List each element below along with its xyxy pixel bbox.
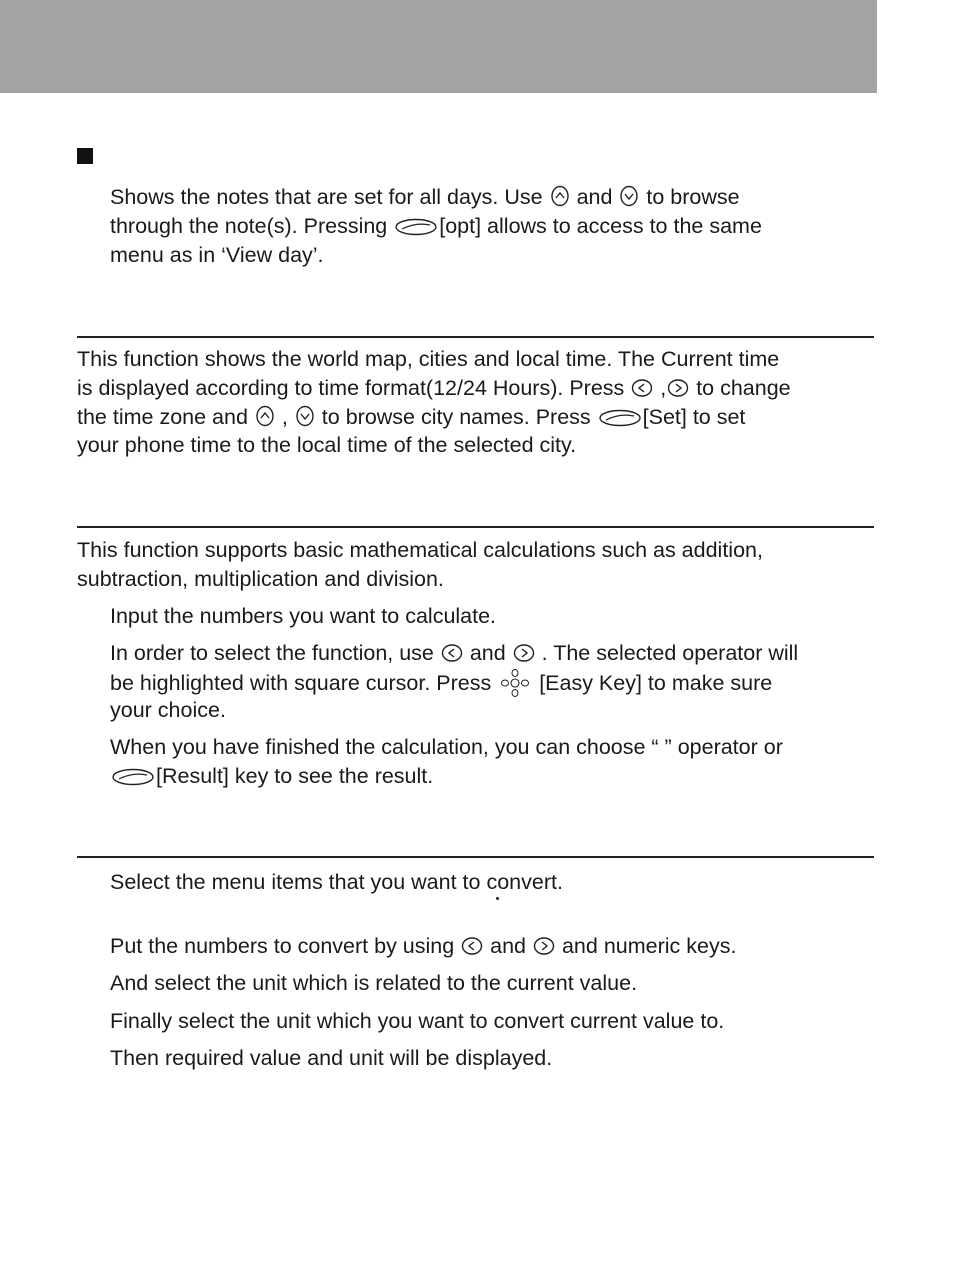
world-time-line-3: the time zone and , to browse city names. Press [Set] to set: [77, 405, 746, 429]
calculator-step-2: In order to select the function, use and . The selected operator will: [110, 641, 799, 665]
section-divider-world-time: [77, 336, 874, 338]
notes-line-2: through the note(s). Pressing [opt] allows to access to the same: [110, 214, 762, 238]
left-key-icon: [461, 936, 483, 956]
right-key-icon: [533, 936, 555, 956]
calculator-step-3: When you have finished the calculation, you can choose “ ” operator or: [110, 735, 783, 759]
stray-dot: [496, 897, 499, 900]
converter-step-2: Put the numbers to convert by using and and numeric keys.: [110, 934, 737, 958]
up-key-icon: [550, 185, 570, 207]
soft-key-icon: [598, 409, 642, 427]
converter-step-5: Then required value and unit will be displayed.: [110, 1046, 553, 1070]
converter-step-1: Select the menu items that you want to convert.: [110, 870, 563, 894]
header-band: [0, 0, 877, 93]
notes-line-1: Shows the notes that are set for all days. Use and to browse: [110, 185, 740, 209]
world-time-line-4: your phone time to the local time of the selected city.: [77, 433, 577, 457]
calculator-step-2-line-3: your choice.: [110, 698, 226, 722]
converter-step-3: And select the unit which is related to the current value.: [110, 971, 638, 995]
soft-key-icon: [394, 218, 438, 236]
converter-step-4: Finally select the unit which you want to convert current value to.: [110, 1009, 725, 1033]
calculator-step-1: Input the numbers you want to calculate.: [110, 604, 497, 628]
calculator-step-2-line-2: be highlighted with square cursor. Press [Easy Key] to make sure: [110, 668, 772, 698]
calculator-intro-1: This function supports basic mathematical calculations such as addition,: [77, 538, 763, 562]
notes-line-3: menu as in ‘View day’.: [110, 243, 324, 267]
right-key-icon: [667, 378, 689, 398]
nav-pad-icon: [498, 668, 532, 698]
world-time-line-1: This function shows the world map, cities and local time. The Current time: [77, 347, 780, 371]
section-divider-converter: [77, 856, 874, 858]
world-time-line-2: is displayed according to time format(12/24 Hours). Press , to change: [77, 376, 791, 400]
left-key-icon: [441, 643, 463, 663]
soft-key-icon: [111, 768, 155, 786]
section-bullet: [77, 148, 93, 164]
right-key-icon: [513, 643, 535, 663]
down-key-icon: [295, 405, 315, 427]
down-key-icon: [619, 185, 639, 207]
calculator-step-3-line-2: [Result] key to see the result.: [110, 762, 433, 791]
left-key-icon: [631, 378, 653, 398]
section-divider-calculator: [77, 526, 874, 528]
up-key-icon: [255, 405, 275, 427]
calculator-intro-2: subtraction, multiplication and division.: [77, 567, 444, 591]
